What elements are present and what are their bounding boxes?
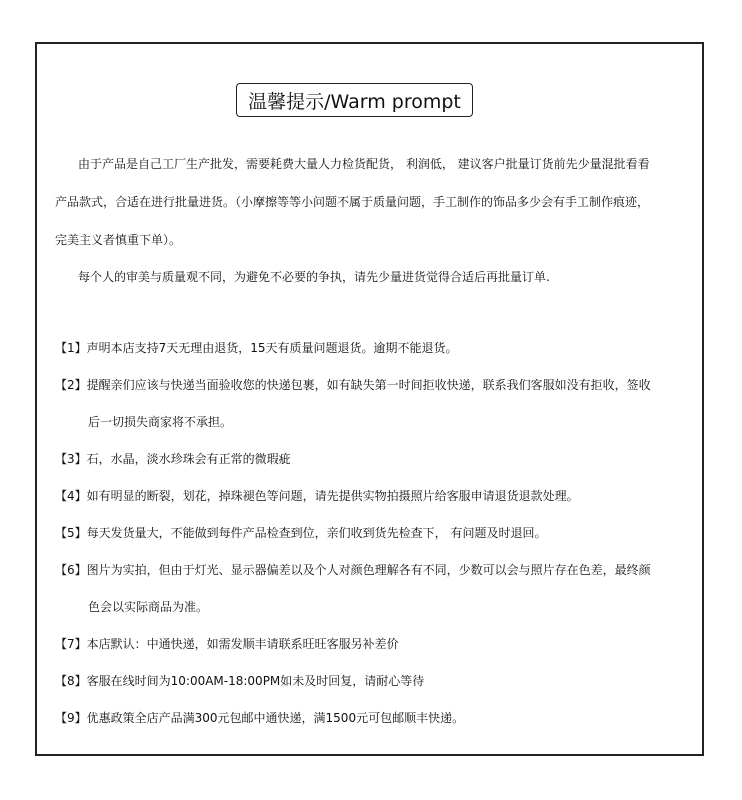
policy-item-3: 【3】石，水晶，淡水珍珠会有正常的微瑕疵: [55, 452, 291, 466]
intro-paragraph-line-4: 每个人的审美与质量观不同，为避免不必要的争执，请先少量进货觉得合适后再批量订单.: [78, 270, 550, 284]
policy-item-9: 【9】优惠政策全店产品满300元包邮中通快递，满1500元可包邮顺丰快递。: [55, 711, 465, 725]
intro-paragraph-line-2: 产品款式，合适在进行批量进货。（小摩擦等等小问题不属于质量问题，手工制作的饰品多少会有手工制作痕迹，: [55, 195, 650, 209]
intro-paragraph-line-1: 由于产品是自己工厂生产批发，需要耗费大量人力检货配货， 利润低， 建议客户批量订货前先少量混批看看: [78, 157, 650, 171]
policy-item-8: 【8】客服在线时间为10:00AM-18:00PM如未及时回复，请耐心等待: [55, 674, 425, 688]
policy-item-5: 【5】每天发货量大，不能做到每件产品检查到位，亲们收到货先检查下， 有问题及时退回。: [55, 526, 547, 540]
intro-paragraph-line-3: 完美主义者慎重下单）。: [55, 233, 182, 247]
policy-item-2-continued: 后一切损失商家将不承担。: [88, 415, 233, 429]
notice-title: 温馨提示/Warm prompt: [236, 83, 473, 117]
policy-item-7: 【7】本店默认：中通快递，如需发顺丰请联系旺旺客服另补差价: [55, 637, 399, 651]
policy-item-1: 【1】声明本店支持7天无理由退货，15天有质量问题退货。逾期不能退货。: [55, 341, 458, 355]
policy-item-6: 【6】图片为实拍，但由于灯光、显示器偏差以及个人对颜色理解各有不同，少数可以会与照片存在色差，最终颜: [55, 563, 651, 577]
policy-item-4: 【4】如有明显的断裂，划花，掉珠褪色等问题，请先提供实物拍摄照片给客服申请退货退款处理。: [55, 489, 579, 503]
policy-item-2: 【2】提醒亲们应该与快递当面验收您的快递包裹，如有缺失第一时间拒收快递，联系我们客服如没有拒收，签收: [55, 378, 651, 392]
policy-item-6-continued: 色会以实际商品为准。: [88, 600, 209, 614]
